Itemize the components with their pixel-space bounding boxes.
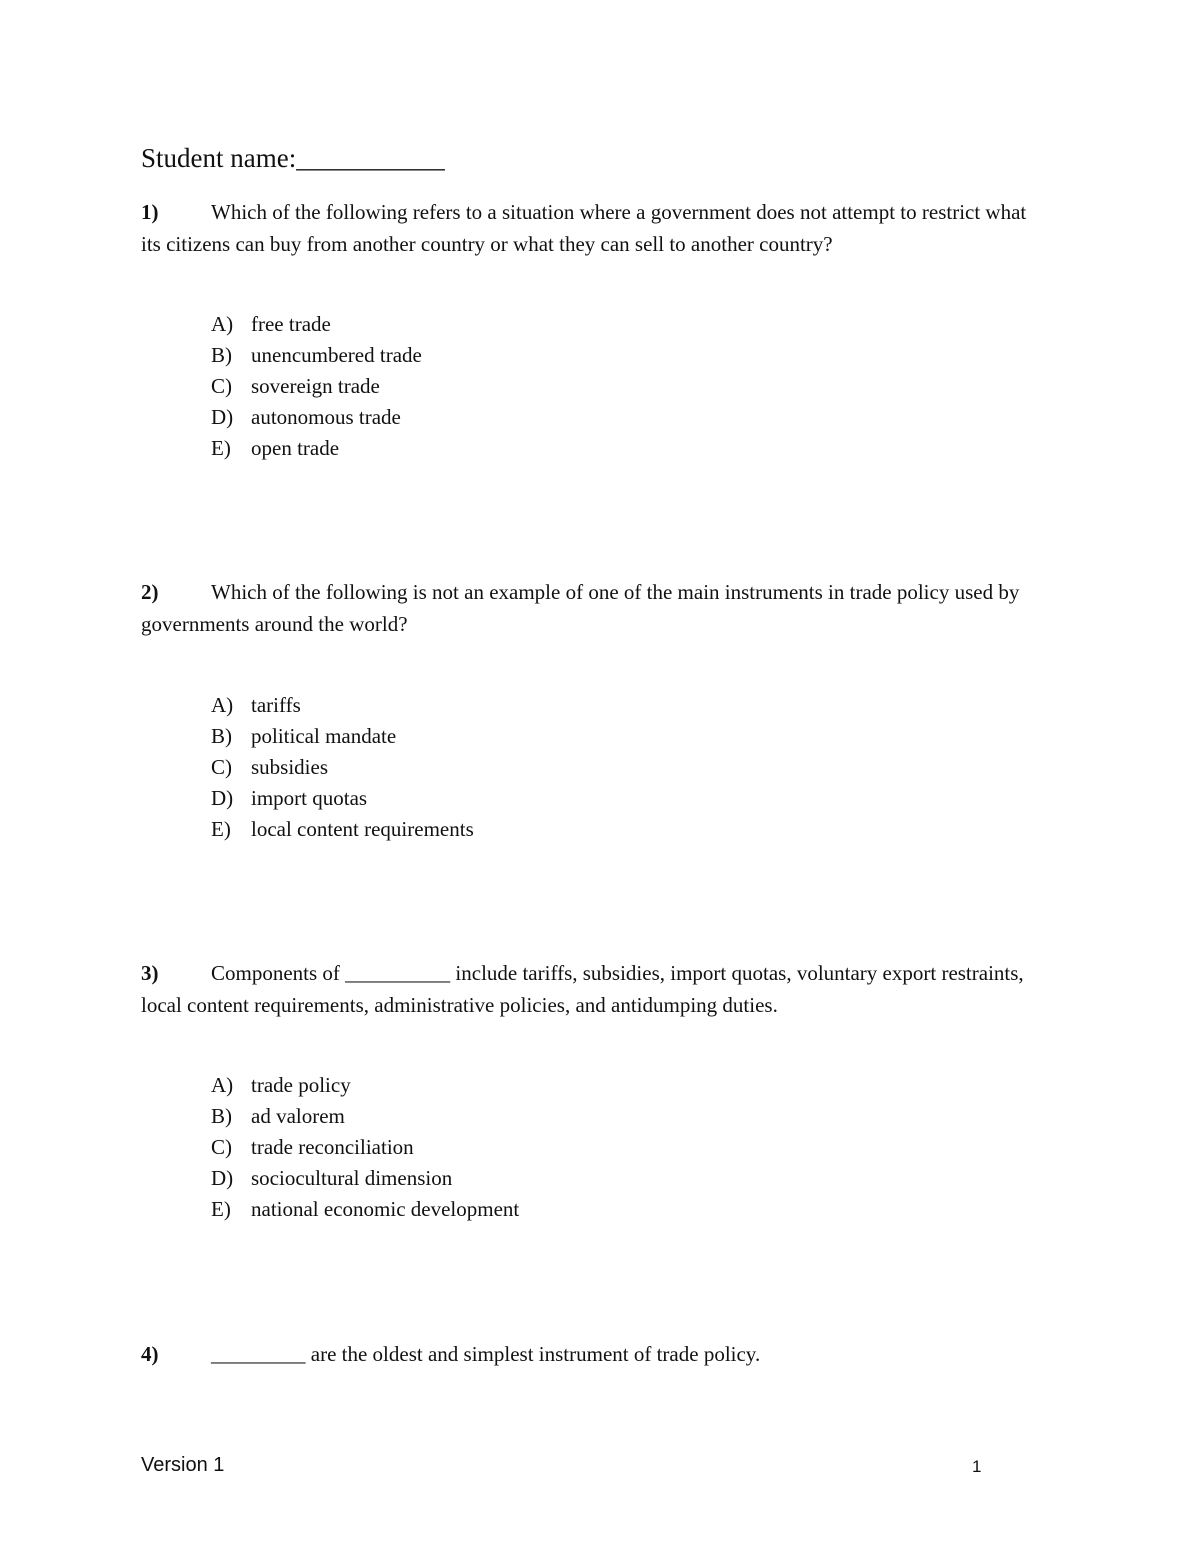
footer-version: Version 1 — [141, 1454, 225, 1476]
question-1-options — [211, 309, 422, 464]
option-d: D) autonomous trade — [211, 405, 401, 429]
option-d: D) sociocultural dimension — [211, 1166, 453, 1190]
option-e: E) local content requirements — [211, 817, 474, 841]
question-text: Components of __________ include tariffs, subsidies, import quotas, voluntary export restraints, local content requirements, administrative policies, and antidumping duties. — [141, 961, 1024, 1017]
option-a: A) free trade — [211, 312, 331, 336]
question-3-options — [211, 1070, 519, 1225]
question-3 — [141, 957, 1051, 1021]
question-4 — [141, 1338, 1051, 1370]
option-d: D) import quotas — [211, 786, 368, 810]
question-text: Which of the following refers to a situation where a government does not attempt to restrict what its citizens can buy from another country or what they can sell to another country? — [141, 200, 1027, 256]
question-number: 4) — [141, 1342, 159, 1366]
question-text: _________ are the oldest and simplest instrument of trade policy. — [211, 1342, 761, 1366]
option-c: C) sovereign trade — [211, 374, 380, 398]
option-c: C) trade reconciliation — [211, 1135, 414, 1159]
option-a: A) trade policy — [211, 1073, 351, 1097]
option-c: C) subsidies — [211, 755, 329, 779]
option-e: E) open trade — [211, 436, 340, 460]
question-number: 3) — [141, 961, 159, 985]
question-1 — [141, 196, 1051, 260]
question-text: Which of the following is not an example of one of the main instruments in trade policy used by governments around the world? — [141, 580, 1020, 636]
option-b: B) political mandate — [211, 724, 397, 748]
question-2-options — [211, 690, 474, 845]
page-number: 1 — [972, 1457, 982, 1476]
question-number: 1) — [141, 200, 159, 224]
option-b: B) unencumbered trade — [211, 343, 422, 367]
student-name-label: Student name:___________ — [141, 143, 445, 173]
question-2 — [141, 576, 1051, 640]
option-b: B) ad valorem — [211, 1104, 345, 1128]
option-e: E) national economic development — [211, 1197, 520, 1221]
option-a: A) tariffs — [211, 693, 301, 717]
question-number: 2) — [141, 580, 159, 604]
